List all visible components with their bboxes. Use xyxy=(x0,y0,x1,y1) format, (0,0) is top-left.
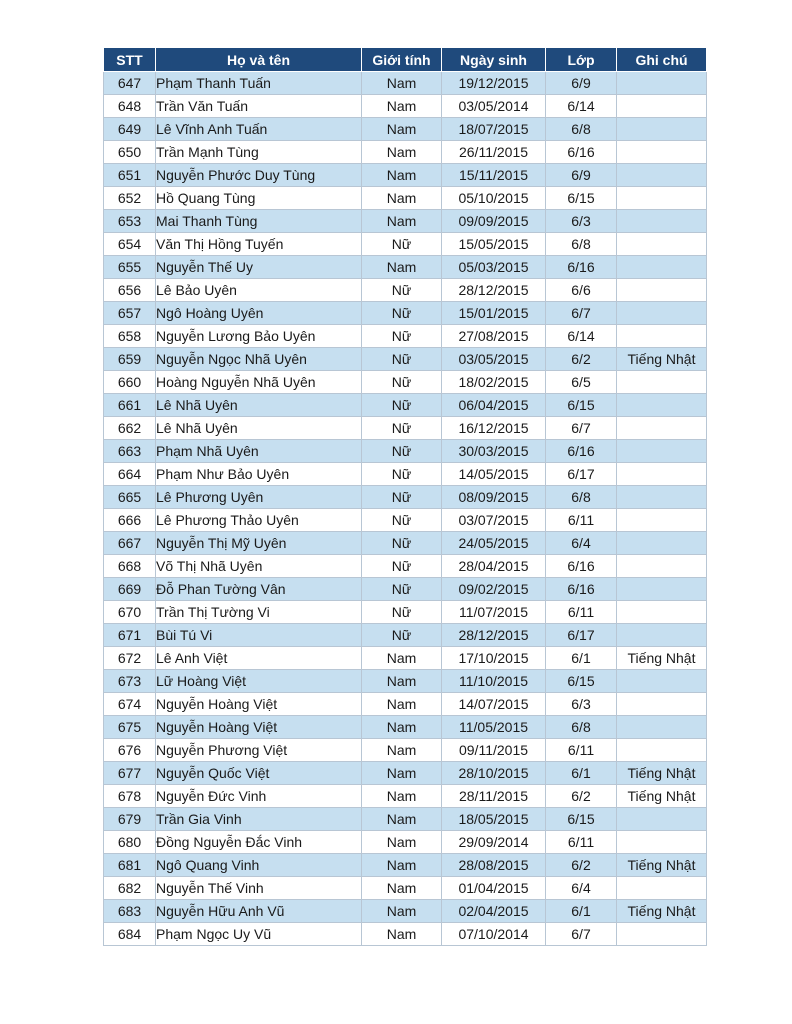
full-name-cell: Bùi Tú Vi xyxy=(156,624,362,647)
table-row xyxy=(104,95,707,118)
birth-date-cell: 14/05/2015 xyxy=(442,463,546,486)
table-row xyxy=(104,785,707,808)
stt-cell: 673 xyxy=(104,670,156,693)
stt-cell: 655 xyxy=(104,256,156,279)
note-cell: Tiếng Nhật xyxy=(617,854,707,877)
table-row xyxy=(104,923,707,946)
class-cell: 6/3 xyxy=(546,693,617,716)
birth-date-cell: 08/09/2015 xyxy=(442,486,546,509)
class-cell: 6/15 xyxy=(546,670,617,693)
table-row xyxy=(104,831,707,854)
stt-cell: 651 xyxy=(104,164,156,187)
note-cell xyxy=(617,532,707,555)
gender-cell: Nữ xyxy=(362,325,442,348)
birth-date-cell: 05/10/2015 xyxy=(442,187,546,210)
class-cell: 6/1 xyxy=(546,647,617,670)
header-class: Lớp xyxy=(546,48,617,72)
table-row xyxy=(104,900,707,923)
gender-cell: Nữ xyxy=(362,371,442,394)
class-cell: 6/17 xyxy=(546,624,617,647)
table-row xyxy=(104,394,707,417)
table-row xyxy=(104,210,707,233)
class-cell: 6/16 xyxy=(546,555,617,578)
full-name-cell: Lê Nhã Uyên xyxy=(156,394,362,417)
note-cell xyxy=(617,923,707,946)
class-cell: 6/2 xyxy=(546,785,617,808)
stt-cell: 661 xyxy=(104,394,156,417)
table-row xyxy=(104,578,707,601)
note-cell xyxy=(617,555,707,578)
table-row xyxy=(104,463,707,486)
gender-cell: Nam xyxy=(362,923,442,946)
note-cell xyxy=(617,187,707,210)
full-name-cell: Nguyễn Ngọc Nhã Uyên xyxy=(156,348,362,371)
class-cell: 6/17 xyxy=(546,463,617,486)
table-row xyxy=(104,72,707,95)
gender-cell: Nữ xyxy=(362,463,442,486)
table-row xyxy=(104,762,707,785)
table-body xyxy=(104,72,707,946)
stt-cell: 656 xyxy=(104,279,156,302)
note-cell xyxy=(617,578,707,601)
full-name-cell: Hoàng Nguyễn Nhã Uyên xyxy=(156,371,362,394)
class-cell: 6/1 xyxy=(546,900,617,923)
full-name-cell: Lê Phương Thảo Uyên xyxy=(156,509,362,532)
full-name-cell: Trần Văn Tuấn xyxy=(156,95,362,118)
full-name-cell: Lữ Hoàng Việt xyxy=(156,670,362,693)
stt-cell: 666 xyxy=(104,509,156,532)
note-cell xyxy=(617,831,707,854)
full-name-cell: Phạm Thanh Tuấn xyxy=(156,72,362,95)
birth-date-cell: 15/01/2015 xyxy=(442,302,546,325)
stt-cell: 677 xyxy=(104,762,156,785)
full-name-cell: Lê Phương Uyên xyxy=(156,486,362,509)
table-row xyxy=(104,417,707,440)
table-row xyxy=(104,739,707,762)
birth-date-cell: 18/02/2015 xyxy=(442,371,546,394)
stt-cell: 675 xyxy=(104,716,156,739)
stt-cell: 665 xyxy=(104,486,156,509)
class-cell: 6/1 xyxy=(546,762,617,785)
stt-cell: 676 xyxy=(104,739,156,762)
note-cell xyxy=(617,279,707,302)
note-cell xyxy=(617,808,707,831)
note-cell xyxy=(617,210,707,233)
birth-date-cell: 14/07/2015 xyxy=(442,693,546,716)
stt-cell: 653 xyxy=(104,210,156,233)
stt-cell: 668 xyxy=(104,555,156,578)
full-name-cell: Hồ Quang Tùng xyxy=(156,187,362,210)
note-cell xyxy=(617,394,707,417)
birth-date-cell: 09/09/2015 xyxy=(442,210,546,233)
note-cell xyxy=(617,486,707,509)
document-page xyxy=(103,47,706,946)
gender-cell: Nam xyxy=(362,785,442,808)
header-full-name: Họ và tên xyxy=(156,48,362,72)
full-name-cell: Võ Thị Nhã Uyên xyxy=(156,555,362,578)
birth-date-cell: 09/02/2015 xyxy=(442,578,546,601)
gender-cell: Nữ xyxy=(362,624,442,647)
full-name-cell: Lê Nhã Uyên xyxy=(156,417,362,440)
class-cell: 6/4 xyxy=(546,532,617,555)
class-cell: 6/15 xyxy=(546,808,617,831)
full-name-cell: Văn Thị Hồng Tuyến xyxy=(156,233,362,256)
class-cell: 6/3 xyxy=(546,210,617,233)
gender-cell: Nam xyxy=(362,187,442,210)
full-name-cell: Phạm Nhã Uyên xyxy=(156,440,362,463)
table-row xyxy=(104,486,707,509)
full-name-cell: Nguyễn Phương Việt xyxy=(156,739,362,762)
stt-cell: 680 xyxy=(104,831,156,854)
class-cell: 6/9 xyxy=(546,72,617,95)
full-name-cell: Nguyễn Quốc Việt xyxy=(156,762,362,785)
stt-cell: 681 xyxy=(104,854,156,877)
birth-date-cell: 11/07/2015 xyxy=(442,601,546,624)
table-row xyxy=(104,647,707,670)
full-name-cell: Ngô Quang Vinh xyxy=(156,854,362,877)
header-stt: STT xyxy=(104,48,156,72)
table-row xyxy=(104,279,707,302)
class-cell: 6/7 xyxy=(546,923,617,946)
table-row xyxy=(104,854,707,877)
table-row xyxy=(104,716,707,739)
stt-cell: 652 xyxy=(104,187,156,210)
class-cell: 6/16 xyxy=(546,141,617,164)
birth-date-cell: 28/12/2015 xyxy=(442,279,546,302)
stt-cell: 664 xyxy=(104,463,156,486)
note-cell: Tiếng Nhật xyxy=(617,348,707,371)
note-cell xyxy=(617,95,707,118)
stt-cell: 659 xyxy=(104,348,156,371)
table-row xyxy=(104,325,707,348)
class-cell: 6/11 xyxy=(546,509,617,532)
gender-cell: Nữ xyxy=(362,509,442,532)
birth-date-cell: 29/09/2014 xyxy=(442,831,546,854)
gender-cell: Nữ xyxy=(362,417,442,440)
table-row xyxy=(104,808,707,831)
birth-date-cell: 19/12/2015 xyxy=(442,72,546,95)
table-row xyxy=(104,693,707,716)
full-name-cell: Nguyễn Thị Mỹ Uyên xyxy=(156,532,362,555)
class-cell: 6/2 xyxy=(546,854,617,877)
birth-date-cell: 15/05/2015 xyxy=(442,233,546,256)
class-cell: 6/14 xyxy=(546,95,617,118)
class-cell: 6/5 xyxy=(546,371,617,394)
gender-cell: Nam xyxy=(362,900,442,923)
gender-cell: Nữ xyxy=(362,279,442,302)
birth-date-cell: 28/10/2015 xyxy=(442,762,546,785)
birth-date-cell: 07/10/2014 xyxy=(442,923,546,946)
table-row xyxy=(104,877,707,900)
stt-cell: 684 xyxy=(104,923,156,946)
table-row xyxy=(104,371,707,394)
full-name-cell: Trần Gia Vinh xyxy=(156,808,362,831)
stt-cell: 674 xyxy=(104,693,156,716)
class-cell: 6/7 xyxy=(546,302,617,325)
full-name-cell: Phạm Như Bảo Uyên xyxy=(156,463,362,486)
header-birth-date: Ngày sinh xyxy=(442,48,546,72)
birth-date-cell: 28/04/2015 xyxy=(442,555,546,578)
full-name-cell: Lê Anh Việt xyxy=(156,647,362,670)
birth-date-cell: 16/12/2015 xyxy=(442,417,546,440)
gender-cell: Nữ xyxy=(362,440,442,463)
class-cell: 6/16 xyxy=(546,578,617,601)
note-cell xyxy=(617,509,707,532)
full-name-cell: Nguyễn Đức Vinh xyxy=(156,785,362,808)
class-cell: 6/9 xyxy=(546,164,617,187)
stt-cell: 678 xyxy=(104,785,156,808)
full-name-cell: Phạm Ngọc Uy Vũ xyxy=(156,923,362,946)
birth-date-cell: 18/07/2015 xyxy=(442,118,546,141)
birth-date-cell: 11/05/2015 xyxy=(442,716,546,739)
gender-cell: Nữ xyxy=(362,601,442,624)
table-header-row xyxy=(104,48,707,72)
note-cell xyxy=(617,233,707,256)
full-name-cell: Trần Mạnh Tùng xyxy=(156,141,362,164)
class-cell: 6/8 xyxy=(546,486,617,509)
note-cell: Tiếng Nhật xyxy=(617,762,707,785)
note-cell xyxy=(617,256,707,279)
gender-cell: Nam xyxy=(362,877,442,900)
note-cell xyxy=(617,325,707,348)
gender-cell: Nữ xyxy=(362,394,442,417)
note-cell xyxy=(617,417,707,440)
stt-cell: 679 xyxy=(104,808,156,831)
note-cell xyxy=(617,601,707,624)
birth-date-cell: 24/05/2015 xyxy=(442,532,546,555)
table-row xyxy=(104,233,707,256)
gender-cell: Nữ xyxy=(362,348,442,371)
stt-cell: 648 xyxy=(104,95,156,118)
gender-cell: Nam xyxy=(362,141,442,164)
table-row xyxy=(104,302,707,325)
class-cell: 6/14 xyxy=(546,325,617,348)
gender-cell: Nam xyxy=(362,716,442,739)
class-cell: 6/11 xyxy=(546,739,617,762)
birth-date-cell: 11/10/2015 xyxy=(442,670,546,693)
full-name-cell: Mai Thanh Tùng xyxy=(156,210,362,233)
gender-cell: Nữ xyxy=(362,578,442,601)
full-name-cell: Lê Bảo Uyên xyxy=(156,279,362,302)
stt-cell: 669 xyxy=(104,578,156,601)
full-name-cell: Trần Thị Tường Vi xyxy=(156,601,362,624)
birth-date-cell: 05/03/2015 xyxy=(442,256,546,279)
gender-cell: Nam xyxy=(362,95,442,118)
full-name-cell: Nguyễn Hoàng Việt xyxy=(156,716,362,739)
header-gender: Giới tính xyxy=(362,48,442,72)
header-note: Ghi chú xyxy=(617,48,707,72)
birth-date-cell: 18/05/2015 xyxy=(442,808,546,831)
full-name-cell: Ngô Hoàng Uyên xyxy=(156,302,362,325)
stt-cell: 683 xyxy=(104,900,156,923)
birth-date-cell: 27/08/2015 xyxy=(442,325,546,348)
table-row xyxy=(104,187,707,210)
class-cell: 6/8 xyxy=(546,118,617,141)
table-row xyxy=(104,118,707,141)
note-cell: Tiếng Nhật xyxy=(617,785,707,808)
full-name-cell: Lê Vĩnh Anh Tuấn xyxy=(156,118,362,141)
stt-cell: 667 xyxy=(104,532,156,555)
birth-date-cell: 28/12/2015 xyxy=(442,624,546,647)
birth-date-cell: 30/03/2015 xyxy=(442,440,546,463)
class-cell: 6/8 xyxy=(546,233,617,256)
student-roster-table xyxy=(103,47,707,946)
gender-cell: Nữ xyxy=(362,486,442,509)
stt-cell: 660 xyxy=(104,371,156,394)
note-cell xyxy=(617,739,707,762)
birth-date-cell: 26/11/2015 xyxy=(442,141,546,164)
gender-cell: Nam xyxy=(362,210,442,233)
table-row xyxy=(104,555,707,578)
class-cell: 6/11 xyxy=(546,601,617,624)
note-cell xyxy=(617,463,707,486)
note-cell xyxy=(617,371,707,394)
gender-cell: Nữ xyxy=(362,233,442,256)
gender-cell: Nam xyxy=(362,693,442,716)
note-cell xyxy=(617,302,707,325)
gender-cell: Nam xyxy=(362,831,442,854)
note-cell xyxy=(617,164,707,187)
birth-date-cell: 01/04/2015 xyxy=(442,877,546,900)
note-cell: Tiếng Nhật xyxy=(617,647,707,670)
class-cell: 6/2 xyxy=(546,348,617,371)
table-row xyxy=(104,670,707,693)
class-cell: 6/6 xyxy=(546,279,617,302)
note-cell xyxy=(617,693,707,716)
stt-cell: 662 xyxy=(104,417,156,440)
stt-cell: 650 xyxy=(104,141,156,164)
class-cell: 6/8 xyxy=(546,716,617,739)
birth-date-cell: 06/04/2015 xyxy=(442,394,546,417)
gender-cell: Nam xyxy=(362,739,442,762)
gender-cell: Nam xyxy=(362,72,442,95)
stt-cell: 657 xyxy=(104,302,156,325)
stt-cell: 658 xyxy=(104,325,156,348)
birth-date-cell: 09/11/2015 xyxy=(442,739,546,762)
full-name-cell: Nguyễn Hoàng Việt xyxy=(156,693,362,716)
full-name-cell: Đồng Nguyễn Đắc Vinh xyxy=(156,831,362,854)
stt-cell: 654 xyxy=(104,233,156,256)
table-row xyxy=(104,624,707,647)
stt-cell: 647 xyxy=(104,72,156,95)
birth-date-cell: 28/08/2015 xyxy=(442,854,546,877)
table-row xyxy=(104,348,707,371)
gender-cell: Nam xyxy=(362,854,442,877)
gender-cell: Nam xyxy=(362,808,442,831)
note-cell xyxy=(617,118,707,141)
class-cell: 6/11 xyxy=(546,831,617,854)
birth-date-cell: 15/11/2015 xyxy=(442,164,546,187)
note-cell xyxy=(617,440,707,463)
class-cell: 6/16 xyxy=(546,440,617,463)
gender-cell: Nữ xyxy=(362,532,442,555)
note-cell xyxy=(617,670,707,693)
class-cell: 6/7 xyxy=(546,417,617,440)
table-row xyxy=(104,164,707,187)
table-row xyxy=(104,141,707,164)
note-cell xyxy=(617,72,707,95)
full-name-cell: Nguyễn Phước Duy Tùng xyxy=(156,164,362,187)
stt-cell: 671 xyxy=(104,624,156,647)
full-name-cell: Nguyễn Hữu Anh Vũ xyxy=(156,900,362,923)
class-cell: 6/15 xyxy=(546,187,617,210)
full-name-cell: Nguyễn Thế Uy xyxy=(156,256,362,279)
note-cell: Tiếng Nhật xyxy=(617,900,707,923)
birth-date-cell: 28/11/2015 xyxy=(442,785,546,808)
gender-cell: Nam xyxy=(362,256,442,279)
note-cell xyxy=(617,624,707,647)
gender-cell: Nam xyxy=(362,670,442,693)
stt-cell: 663 xyxy=(104,440,156,463)
gender-cell: Nữ xyxy=(362,302,442,325)
table-row xyxy=(104,601,707,624)
gender-cell: Nam xyxy=(362,118,442,141)
note-cell xyxy=(617,141,707,164)
table-row xyxy=(104,440,707,463)
gender-cell: Nam xyxy=(362,647,442,670)
birth-date-cell: 02/04/2015 xyxy=(442,900,546,923)
table-row xyxy=(104,509,707,532)
gender-cell: Nam xyxy=(362,164,442,187)
table-row xyxy=(104,532,707,555)
birth-date-cell: 03/05/2014 xyxy=(442,95,546,118)
stt-cell: 672 xyxy=(104,647,156,670)
class-cell: 6/4 xyxy=(546,877,617,900)
full-name-cell: Nguyễn Lương Bảo Uyên xyxy=(156,325,362,348)
stt-cell: 670 xyxy=(104,601,156,624)
gender-cell: Nam xyxy=(362,762,442,785)
stt-cell: 649 xyxy=(104,118,156,141)
full-name-cell: Nguyễn Thế Vinh xyxy=(156,877,362,900)
table-row xyxy=(104,256,707,279)
class-cell: 6/15 xyxy=(546,394,617,417)
stt-cell: 682 xyxy=(104,877,156,900)
class-cell: 6/16 xyxy=(546,256,617,279)
gender-cell: Nữ xyxy=(362,555,442,578)
full-name-cell: Đỗ Phan Tường Vân xyxy=(156,578,362,601)
note-cell xyxy=(617,716,707,739)
note-cell xyxy=(617,877,707,900)
birth-date-cell: 03/07/2015 xyxy=(442,509,546,532)
birth-date-cell: 03/05/2015 xyxy=(442,348,546,371)
birth-date-cell: 17/10/2015 xyxy=(442,647,546,670)
